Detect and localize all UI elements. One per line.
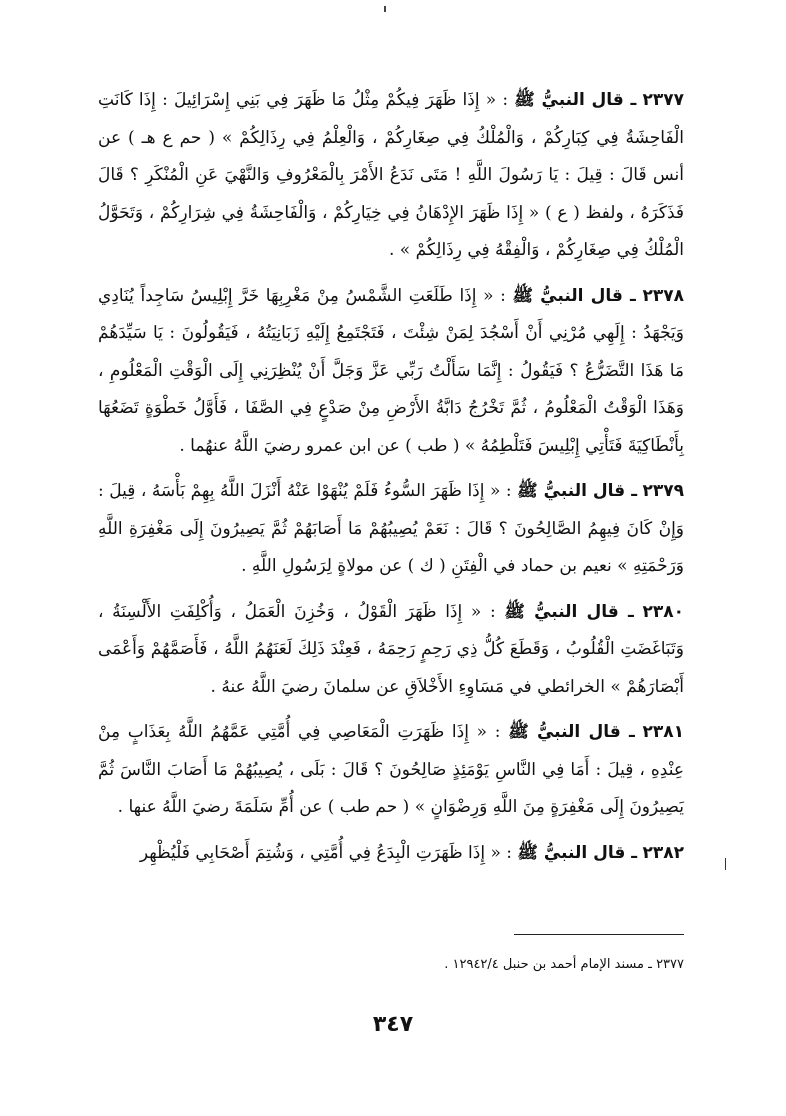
- top-rule: [384, 6, 386, 12]
- hadith-number: ٢٣٨١: [642, 722, 684, 742]
- hadith-number: ٢٣٧٨: [642, 285, 685, 306]
- hadith-prefix: قال النبيُّ ﷺ: [508, 722, 621, 742]
- hadith-prefix: قال النبيُّ ﷺ: [514, 90, 624, 110]
- hadith-2382: ٢٣٨٢ ـ قال النبيُّ ﷺ : « إِذَا ظَهَرَتِ الْبِدَعُ فِي أُمَّتِي ، وَشُتِمَ أَصْحَابِي فَلْيُظْهِر: [139, 842, 684, 863]
- hadith-number: ٢٣٨٢: [642, 842, 684, 863]
- hadith-text: : « إِذَا ظَهَرَ الْقَوْلُ ، وَخُزِنَ الْعَمَلُ ، وَأُكْلِفَتِ الأَلْسِنَةُ ، وَتَبَاغَضَتِ الْقُلُوبُ ، وَقَطَعَ كُلُّ ذِي رَحِمٍ رَحِمَهُ ، فَعِنْدَ ذَلِكَ لَعَنَهُمُ اللَّهُ ، فَأَصَمَّهُمْ وَأَعْمَى أَبْصَارَهُمْ » الخرائطي في مَسَاوِءِ الأَخْلاَقِ عن سلمانَ رضيَ اللَّهُ عنهُ .: [98, 601, 684, 697]
- hadith-prefix: قال النبيُّ ﷺ: [517, 842, 626, 863]
- footnote-divider: [514, 934, 684, 935]
- hadith-number: ٢٣٨٠: [642, 601, 685, 622]
- hadith-2380: ٢٣٨٠ ـ قال النبيُّ ﷺ : « إِذَا ظَهَرَ الْقَوْلُ ، وَخُزِنَ الْعَمَلُ ، وَأُكْلِفَتِ الأَلْسِنَةُ ، وَتَبَاغَضَتِ الْقُلُوبُ ، وَقَطَعَ كُلُّ ذِي رَحِمٍ رَحِمَهُ ، فَعِنْدَ ذَلِكَ لَعَنَهُمُ اللَّهُ ، فَأَصَمَّهُمْ وَأَعْمَى أَبْصَارَهُمْ » الخرائطي في مَسَاوِءِ الأَخْلاَقِ عن سلمانَ رضيَ اللَّهُ عنهُ .: [98, 601, 685, 697]
- hadith-text: : « إِذَا ظَهَرَ السُّوءُ فَلَمْ يُنْهَوْا عَنْهُ أَنْزَلَ اللَّهُ بِهِمْ بَأْسَهُ ، قِيلَ : وَإِنْ كَانَ فِيهِمُ الصَّالِحُونَ ؟ قَالَ : نَعَمْ يُصِيبُهُمْ مَا أَصَابَهُمْ ثُمَّ يَصِيرُونَ إِلَى مَغْفِرَةِ اللَّهِ وَرَحْمَتِهِ » نعيم بن حماد في الْفِتَنِ ( ك ) عن مولاةٍ لِرَسُولِ اللَّهِ .: [98, 481, 684, 576]
- hadith-2381: ٢٣٨١ ـ قال النبيُّ ﷺ : « إِذَا ظَهَرَتِ الْمَعَاصِي فِي أُمَّتِي عَمَّهُمُ اللَّهُ بِعَذَابٍ مِنْ عِنْدِهِ ، قِيلَ : أَمَا فِي النَّاسِ يَوْمَئِذٍ صَالِحُونَ ؟ قَالَ : بَلَى ، يُصِيبُهُمْ مَا أَصَابَ النَّاسَ ثُمَّ يَصِيرُونَ إِلَى مَغْفِرَةٍ مِنَ اللَّهِ وَرِضْوَانٍ » ( حم طب ) عن أُمِّ سَلَمَةَ رضيَ اللَّهُ عنها .: [98, 722, 684, 817]
- hadith-prefix: قال النبيُّ ﷺ: [512, 285, 623, 306]
- hadith-prefix: قال النبيُّ ﷺ: [517, 481, 626, 501]
- hadith-text: : « إِذَا طَلَعَتِ الشَّمْسُ مِنْ مَغْرِبِهَا خَرَّ إِبْلِيسُ سَاجِداً يُنَادِي وَيَجْهَدُ : إِلَهِي مُرْنِي أَنْ أَسْجُدَ لِمَنْ شِئْتَ ، فَتَجْتَمِعُ إِلَيْهِ زَبَانِيَتُهُ ، فَيَقُولُونَ : يَا سَيِّدَهُمْ مَا هَذَا التَّضَرُّعُ ؟ فَيَقُولُ : إِنَّمَا سَأَلْتُ رَبِّي عَزَّ وَجَلَّ أَنْ يُنْظِرَنِي إِلَى الْوَقْتِ الْمَعْلُومِ ، وَهَذَا الْوَقْتُ الْمَعْلُومُ ، ثُمَّ تَخْرُجُ دَابَّةُ الأَرْضِ مِنْ صَدْعٍ فِي الصَّفَا ، فَأَوَّلُ خَطْوَةٍ تَضَعُهَا بِأَنْطَاكِيَةَ فَتَأْتِي إِبْلِيسَ فَتَلْطِمُهُ » ( طب ) عن ابن عمرو رضيَ اللَّهُ عنهُما .: [98, 285, 684, 456]
- hadith-number: ٢٣٧٧: [642, 90, 685, 110]
- hadith-number: ٢٣٧٩: [642, 481, 685, 501]
- hadith-text: : « إِذَا ظَهَرَ فِيكُمْ مِثْلُ مَا ظَهَرَ فِي بَنِي إِسْرَائِيلَ : إِذَا كَانَتِ الْفَاحِشَةُ فِي كِبَارِكُمْ ، وَالْمُلْكُ فِي صِغَارِكُمْ ، وَالْعِلْمُ فِي رِذَالِكُمْ » ( حم ع هـ ) عن أنس قَالَ : قِيلَ : يَا رَسُولَ اللَّهِ ! مَتَى نَدَعُ الأَمْرَ بِالْمَعْرُوفِ وَالنَّهْيَ عَنِ الْمُنْكَرِ ؟ قَالَ فَذَكَرَهُ ، ولفظ ( ع ) « إِذَا ظَهَرَ الإِدْهَانُ فِي خِيَارِكُمْ ، وَالْفَاحِشَةُ فِي شِرَارِكُمْ ، وَتَحَوَّلُ الْمُلْكُ فِي صِغَارِكُمْ ، وَالْفِقْهُ فِي رِذَالِكُمْ » .: [98, 90, 684, 260]
- hadith-text: : « إِذَا ظَهَرَتِ الْمَعَاصِي فِي أُمَّتِي عَمَّهُمُ اللَّهُ بِعَذَابٍ مِنْ عِنْدِهِ ، قِيلَ : أَمَا فِي النَّاسِ يَوْمَئِذٍ صَالِحُونَ ؟ قَالَ : بَلَى ، يُصِيبُهُمْ مَا أَصَابَ النَّاسَ ثُمَّ يَصِيرُونَ إِلَى مَغْفِرَةٍ مِنَ اللَّهِ وَرِضْوَانٍ » ( حم طب ) عن أُمِّ سَلَمَةَ رضيَ اللَّهُ عنها .: [98, 722, 684, 817]
- page-number: ٣٤٧: [372, 1012, 414, 1037]
- hadith-2379: ٢٣٧٩ ـ قال النبيُّ ﷺ : « إِذَا ظَهَرَ السُّوءُ فَلَمْ يُنْهَوْا عَنْهُ أَنْزَلَ اللَّهُ بِهِمْ بَأْسَهُ ، قِيلَ : وَإِنْ كَانَ فِيهِمُ الصَّالِحُونَ ؟ قَالَ : نَعَمْ يُصِيبُهُمْ مَا أَصَابَهُمْ ثُمَّ يَصِيرُونَ إِلَى مَغْفِرَةِ اللَّهِ وَرَحْمَتِهِ » نعيم بن حماد في الْفِتَنِ ( ك ) عن مولاةٍ لِرَسُولِ اللَّهِ .: [98, 481, 685, 576]
- hadith-2377: ٢٣٧٧ ـ قال النبيُّ ﷺ : « إِذَا ظَهَرَ فِيكُمْ مِثْلُ مَا ظَهَرَ فِي بَنِي إِسْرَائِيلَ : إِذَا كَانَتِ الْفَاحِشَةُ فِي كِبَارِكُمْ ، وَالْمُلْكُ فِي صِغَارِكُمْ ، وَالْعِلْمُ فِي رِذَالِكُمْ » ( حم ع هـ ) عن أنس قَالَ : قِيلَ : يَا رَسُولَ اللَّهِ ! مَتَى نَدَعُ الأَمْرَ بِالْمَعْرُوفِ وَالنَّهْيَ عَنِ الْمُنْكَرِ ؟ قَالَ فَذَكَرَهُ ، ولفظ ( ع ) « إِذَا ظَهَرَ الإِدْهَانُ فِي خِيَارِكُمْ ، وَالْفَاحِشَةُ فِي شِرَارِكُمْ ، وَتَحَوَّلُ الْمُلْكُ فِي صِغَارِكُمْ ، وَالْفِقْهُ فِي رِذَالِكُمْ » .: [98, 90, 685, 260]
- page-body: [98, 82, 684, 880]
- hadith-2378: ٢٣٧٨ ـ قال النبيُّ ﷺ : « إِذَا طَلَعَتِ الشَّمْسُ مِنْ مَغْرِبِهَا خَرَّ إِبْلِيسُ سَاجِداً يُنَادِي وَيَجْهَدُ : إِلَهِي مُرْنِي أَنْ أَسْجُدَ لِمَنْ شِئْتَ ، فَتَجْتَمِعُ إِلَيْهِ زَبَانِيَتُهُ ، فَيَقُولُونَ : يَا سَيِّدَهُمْ مَا هَذَا التَّضَرُّعُ ؟ فَيَقُولُ : إِنَّمَا سَأَلْتُ رَبِّي عَزَّ وَجَلَّ أَنْ يُنْظِرَنِي إِلَى الْوَقْتِ الْمَعْلُومِ ، وَهَذَا الْوَقْتُ الْمَعْلُومُ ، ثُمَّ تَخْرُجُ دَابَّةُ الأَرْضِ مِنْ صَدْعٍ فِي الصَّفَا ، فَأَوَّلُ خَطْوَةٍ تَضَعُهَا بِأَنْطَاكِيَةَ فَتَأْتِي إِبْلِيسَ فَتَلْطِمُهُ » ( طب ) عن ابن عمرو رضيَ اللَّهُ عنهُما .: [98, 285, 685, 456]
- margin-mark: [725, 858, 726, 870]
- hadith-prefix: قال النبيُّ ﷺ: [504, 601, 619, 622]
- hadith-text: : « إِذَا ظَهَرَتِ الْبِدَعُ فِي أُمَّتِي ، وَشُتِمَ أَصْحَابِي فَلْيُظْهِر: [139, 842, 512, 863]
- footnote: ٢٣٧٧ ـ مسند الإمام أحمد بن حنبل ١٢٩٤٢/٤ .: [444, 957, 684, 972]
